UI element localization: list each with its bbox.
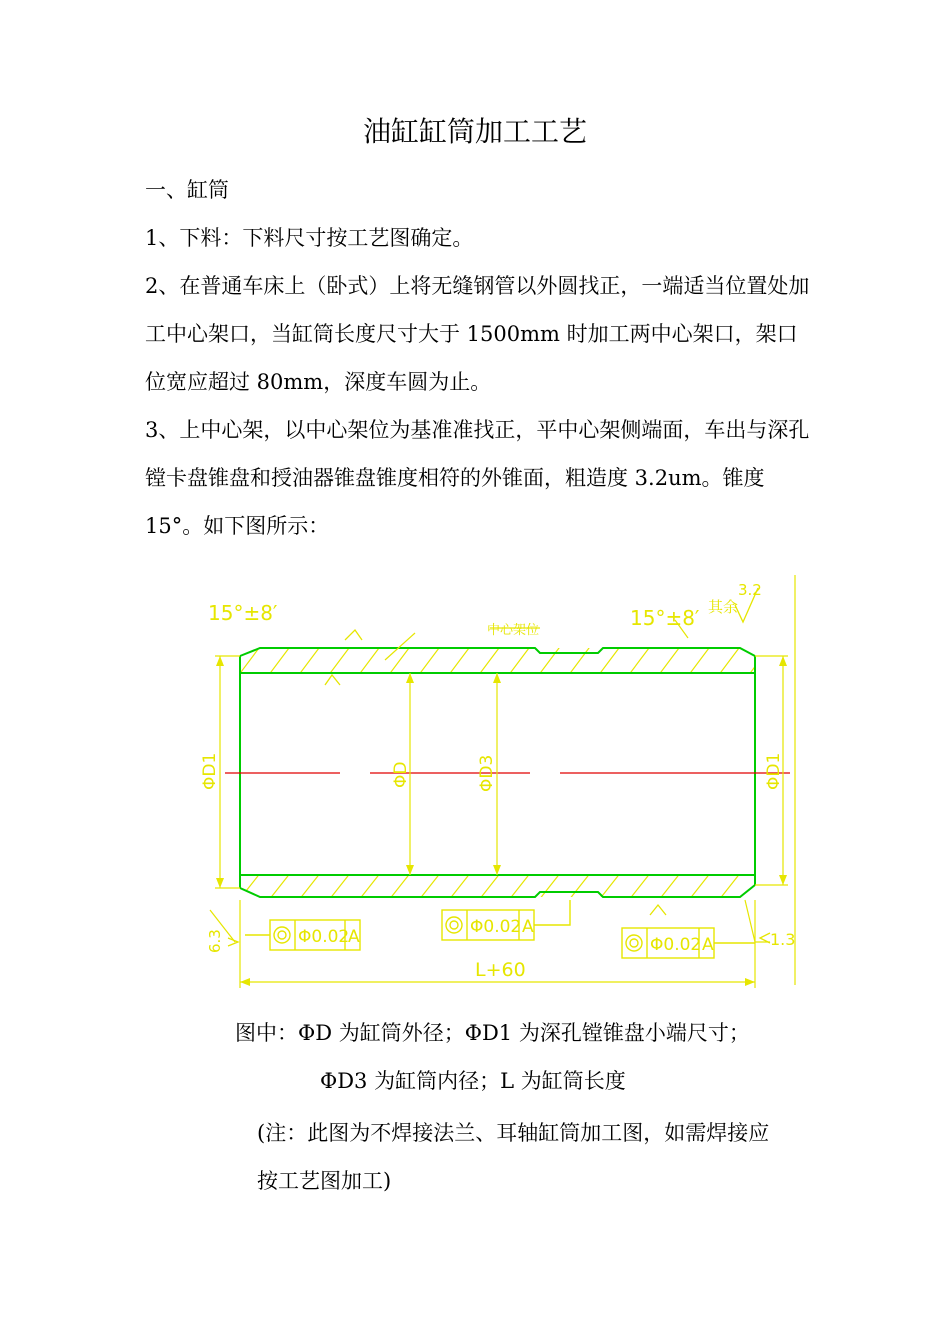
angle-label-left: 15°±8′	[208, 601, 278, 625]
cylinder-drawing	[190, 570, 810, 1000]
caption-line-1: 图中：ΦD 为缸筒外径；ΦD1 为深孔镗锥盘小端尺寸；	[235, 1021, 750, 1045]
tolerance-value-3: Φ0.02	[650, 935, 702, 955]
center-rest-label: 中心架位	[487, 623, 540, 638]
datum-1: A	[348, 927, 360, 947]
page-title: 油缸缸筒加工工艺	[362, 115, 587, 148]
tolerance-value-1: Φ0.02	[298, 927, 350, 947]
note-line-2: 按工艺图加工)	[257, 1169, 392, 1193]
angle-label-right: 15°±8′	[630, 606, 700, 630]
dimension-d: ΦD	[391, 761, 411, 788]
rest-label: 其余	[708, 598, 739, 616]
paragraph-item-1: 1、下料：下料尺寸按工艺图确定。	[145, 226, 474, 250]
tolerance-value-2: Φ0.02	[470, 917, 522, 937]
dimension-d1-right: ΦD1	[764, 752, 784, 790]
length-label: L+60	[475, 959, 526, 981]
roughness-top: 3.2	[738, 581, 762, 599]
section-heading: 一、缸筒	[145, 178, 229, 202]
roughness-symbols	[228, 588, 770, 946]
caption-line-2: ΦD3 为缸筒内径；L 为缸筒长度	[320, 1069, 626, 1093]
paragraph-item-2: 2、在普通车床上（卧式）上将无缝钢管以外圆找正，一端适当位置处加工中心架口，当缸筒长度尺寸大于 1500mm 时加工两中心架口，架口位宽应超过 80mm，深度车圆为止。	[145, 274, 810, 394]
roughness-right: 1.3	[770, 930, 796, 949]
roughness-left: 6.3	[206, 929, 224, 953]
datum-2: A	[522, 917, 534, 937]
hatch-bottom	[235, 867, 775, 905]
note-line-1: (注：此图为不焊接法兰、耳轴缸筒加工图，如需焊接应	[257, 1121, 770, 1145]
dimension-d1-left: ΦD1	[200, 752, 220, 790]
datum-3: A	[702, 935, 714, 955]
paragraph-item-3: 3、上中心架，以中心架位为基准准找正，平中心架侧端面，车出与深孔镗卡盘锥盘和授油器锥盘锥度相符的外锥面，粗造度 3.2um。锥度 15°。如下图所示：	[145, 418, 810, 538]
dimension-d3: ΦD3	[477, 754, 497, 792]
